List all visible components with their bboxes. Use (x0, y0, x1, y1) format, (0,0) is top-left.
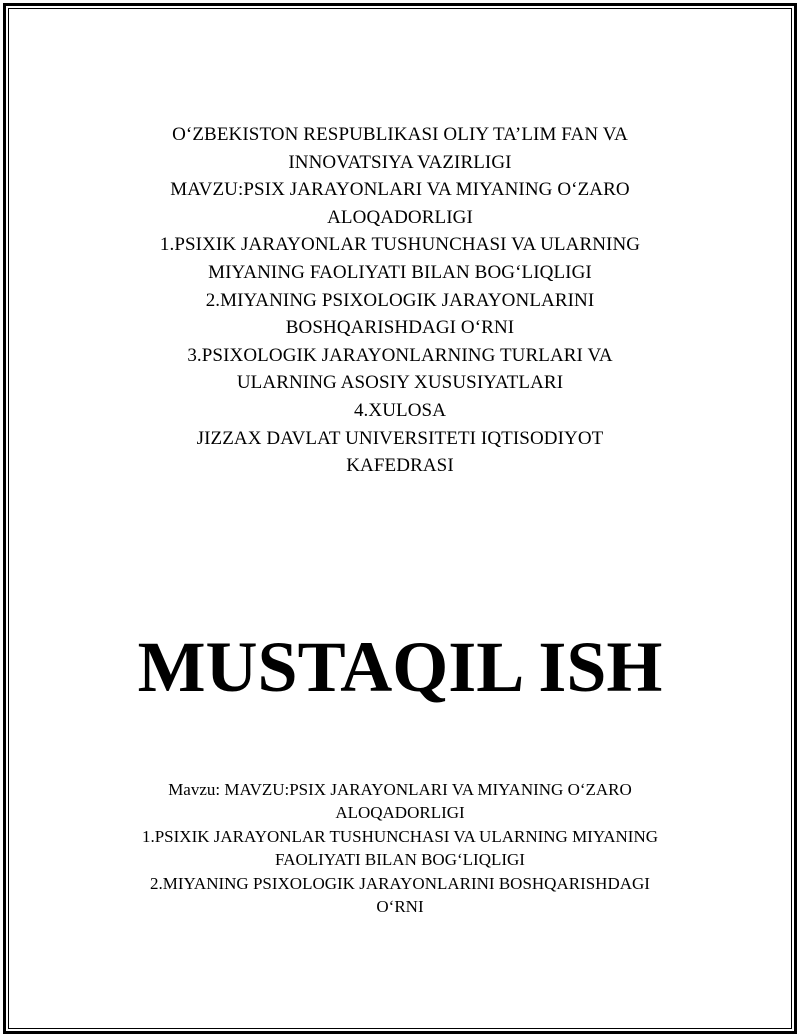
header-line-plan-3a: 3.PSIXOLOGIK JARAYONLARNING TURLARI VA (187, 344, 613, 366)
header-line-ministry-2: INNOVATSIYA VAZIRLIGI (288, 151, 512, 173)
header-line-plan-4: 4.XULOSA (353, 399, 447, 421)
header-line-plan-1a: 1.PSIXIK JARAYONLAR TUSHUNCHASI VA ULARNING (159, 234, 641, 256)
topic-line-4: FAOLIYATI BILAN BOG‘LIQLIGI (275, 850, 525, 870)
header-line-topic-2: ALOQADORLIGI (327, 206, 473, 228)
topic-line-1: Mavzu: MAVZU:PSIX JARAYONLARI VA MIYANING O‘ZARO (168, 780, 632, 799)
header-line-university-2: KAFEDRASI (346, 455, 454, 477)
topic-line-6: O‘RNI (376, 897, 424, 917)
topic-block (60, 778, 740, 918)
topic-line-2: ALOQADORLIGI (335, 803, 465, 823)
topic-line-3: 1.PSIXIK JARAYONLAR TUSHUNCHASI VA ULARNING MIYANING (141, 826, 659, 846)
main-title: MUSTAQIL ISH (137, 627, 663, 707)
header-line-plan-3b: ULARNING ASOSIY XUSUSIYATLARI (236, 372, 564, 394)
header-block (80, 121, 720, 480)
header-line-ministry-1: O‘ZBEKISTON RESPUBLIKASI OLIY TA’LIM FAN VA (172, 124, 628, 145)
header-line-plan-2b: BOSHQARISHDAGI O‘RNI (285, 317, 515, 339)
header-line-topic-1: MAVZU:PSIX JARAYONLARI VA MIYANING O‘ZARO (170, 179, 630, 201)
header-line-university-1: JIZZAX DAVLAT UNIVERSITETI IQTISODIYOT (196, 427, 604, 449)
topic-line-5: 2.MIYANING PSIXOLOGIK JARAYONLARINI BOSHQARISHDAGI (150, 873, 650, 893)
header-line-plan-1b: MIYANING FAOLIYATI BILAN BOG‘LIQLIGI (208, 261, 592, 283)
header-line-plan-2a: 2.MIYANING PSIXOLOGIK JARAYONLARINI (205, 289, 595, 311)
